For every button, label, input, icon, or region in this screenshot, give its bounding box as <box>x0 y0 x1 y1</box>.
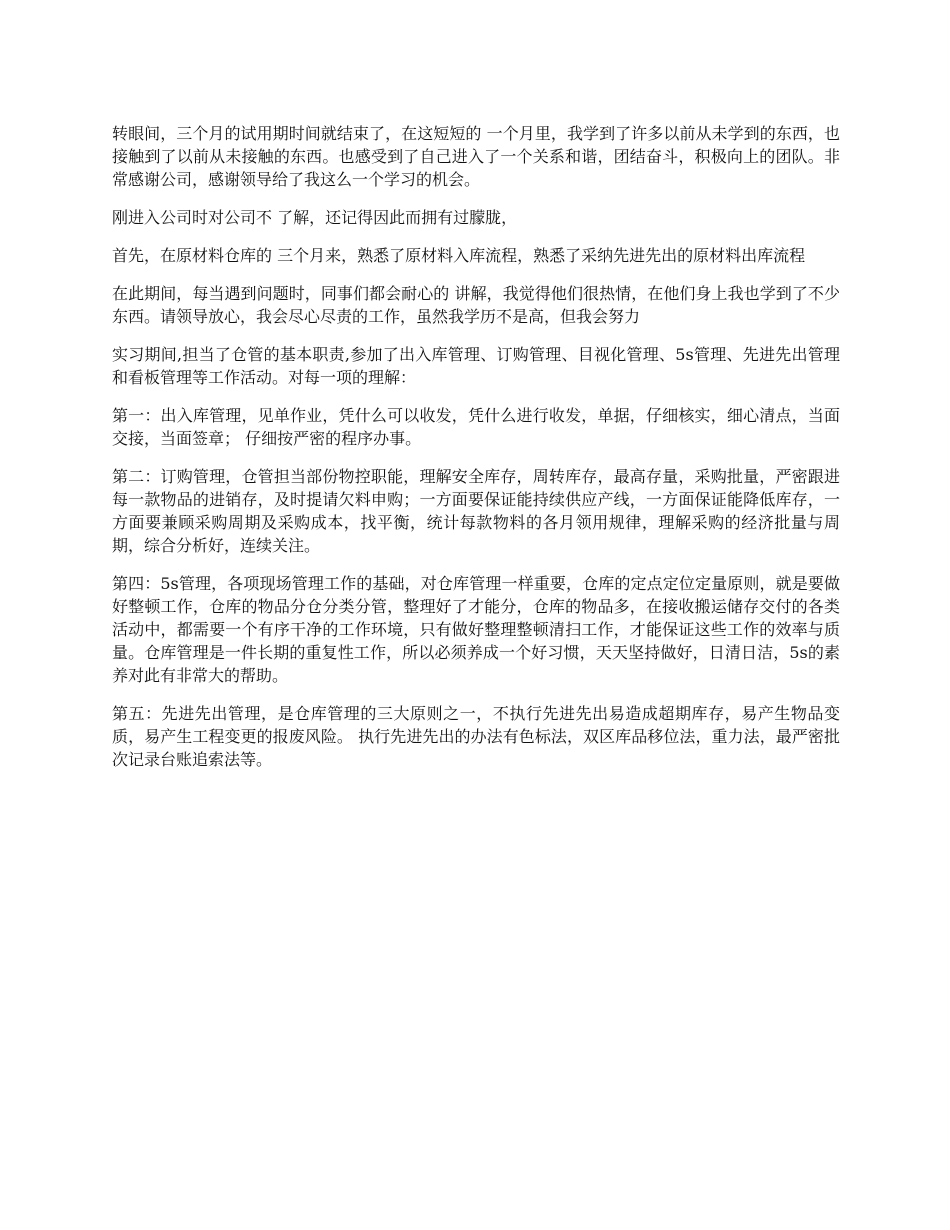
paragraph-2: 刚进入公司时对公司不 了解，还记得因此而拥有过朦胧， <box>112 208 518 227</box>
paragraph-6: 第一：出入库管理，见单作业，凭什么可以收发，凭什么进行收发，单据，仔细核实，细心清点，当面交接，当面签章； 仔细按严密的程序办事。 <box>112 406 840 448</box>
paragraph-7: 第二：订购管理，仓管担当部份物控职能，理解安全库存，周转库存，最高存量，采购批量，严密跟进每一款物品的进销存，及时提请欠料申购；一方面要保证能持续供应产线，一方面保证能降低库存，一方面要兼顾采购周期及采购成本，找平衡，统计每款物料的各月领用规律，理解采购的经济批量与周期，综合分析好，连续关注。 <box>112 467 840 555</box>
paragraph-5: 实习期间,担当了仓管的基本职责,参加了出入库管理、订购管理、目视化管理、5s管理、先进先出管理和看板管理等工作活动。对每一项的理解： <box>112 345 840 387</box>
paragraph-3: 首先，在原材料仓库的 三个月来，熟悉了原材料入库流程，熟悉了采纳先进先出的原材料出库流程 <box>112 246 806 265</box>
paragraph-8: 第四：5s管理，各项现场管理工作的基础，对仓库管理一样重要，仓库的定点定位定量原则，就是要做好整顿工作，仓库的物品分仓分类分管，整理好了才能分，仓库的物品多，在接收搬运储存交付的各类活动中，都需要一个有序干净的工作环境，只有做好整理整顿清扫工作，才能保证这些工作的效率与质量。仓库管理是一件长期的重复性工作，所以必须养成一个好习惯，天天坚持做好，日清日洁，5s的素养对此有非常大的帮助。 <box>112 574 840 685</box>
paragraph-1: 转眼间，三个月的试用期时间就结束了，在这短短的 一个月里，我学到了许多以前从未学到的东西，也接触到了以前从未接触的东西。也感受到了自己进入了一个关系和谐，团结奋斗，积极向上的团队。非常感谢公司，感谢领导给了我这么一个学习的机会。 <box>112 124 840 189</box>
paragraph-4: 在此期间，每当遇到问题时，同事们都会耐心的 讲解，我觉得他们很热情，在他们身上我也学到了不少东西。请领导放心，我会尽心尽责的工作，虽然我学历不是高，但我会努力 <box>112 284 840 326</box>
paragraph-9: 第五：先进先出管理，是仓库管理的三大原则之一，不执行先进先出易造成超期库存，易产生物品变质，易产生工程变更的报废风险。 执行先进先出的办法有色标法，双区库品移位法，重力法，最严密批次记录台账追索法等。 <box>112 704 840 769</box>
document-body <box>112 122 840 786</box>
